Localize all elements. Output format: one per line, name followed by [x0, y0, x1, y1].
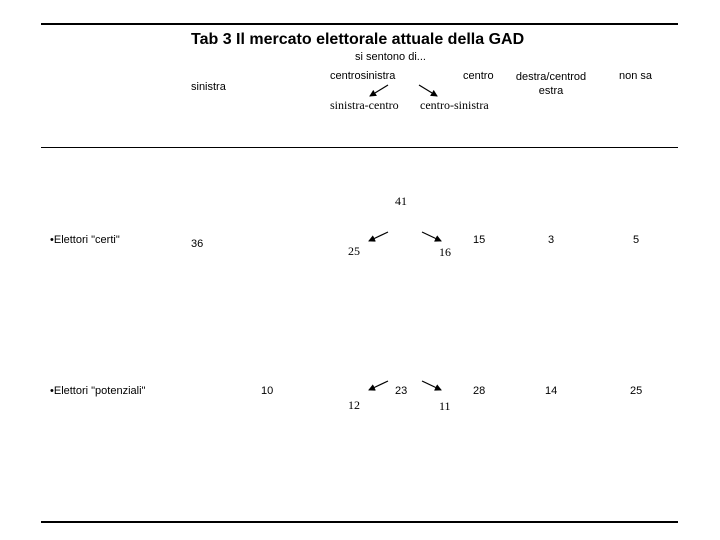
cell-potenziali-centro: 28 [473, 385, 486, 397]
bottom-rule [41, 521, 678, 523]
cell-certi-sinistra-centro: 25 [348, 244, 360, 258]
cell-potenziali-sinistra-centro: 12 [348, 398, 360, 412]
header-centrosinistra: centrosinistra [330, 70, 396, 82]
top-rule [41, 23, 678, 25]
cell-certi-centro-sinistra: 16 [439, 245, 451, 259]
potenziali-arrow-right [422, 381, 441, 390]
cell-potenziali-centrosinistra: 23 [395, 385, 408, 397]
cell-potenziali-centro-sinistra: 11 [439, 399, 451, 413]
header-sinistra: sinistra [191, 81, 226, 93]
table-title: Tab 3 Il mercato elettorale attuale della GAD [191, 31, 525, 48]
header-sinistra-centro: sinistra-centro [330, 98, 399, 112]
header-non-sa: non sa [619, 70, 653, 82]
cell-certi-centro: 15 [473, 234, 486, 246]
cell-potenziali-sinistra: 10 [261, 385, 274, 397]
row-label-potenziali: •Elettori "potenziali" [50, 385, 146, 397]
potenziali-arrow-left [369, 381, 388, 390]
header-centro: centro [463, 70, 494, 82]
row-label-certi: •Elettori "certi" [50, 234, 120, 246]
header-centro-sinistra: centro-sinistra [420, 98, 489, 112]
certi-arrow-left [369, 232, 388, 241]
cell-potenziali-destra: 14 [545, 385, 558, 397]
cell-certi-centrosinistra: 41 [395, 194, 407, 208]
cell-certi-destra: 3 [548, 234, 555, 246]
header-arrow-left [370, 85, 388, 96]
cell-certi-non-sa: 5 [633, 234, 640, 246]
cell-certi-sinistra: 36 [191, 238, 204, 250]
header-destra-centrodestra: destra/centrod estra [515, 71, 587, 97]
certi-arrow-right [422, 232, 441, 241]
header-arrow-right [419, 85, 437, 96]
cell-potenziali-non-sa: 25 [630, 385, 643, 397]
table-subtitle: si sentono di... [355, 51, 426, 63]
header-rule [41, 147, 678, 148]
